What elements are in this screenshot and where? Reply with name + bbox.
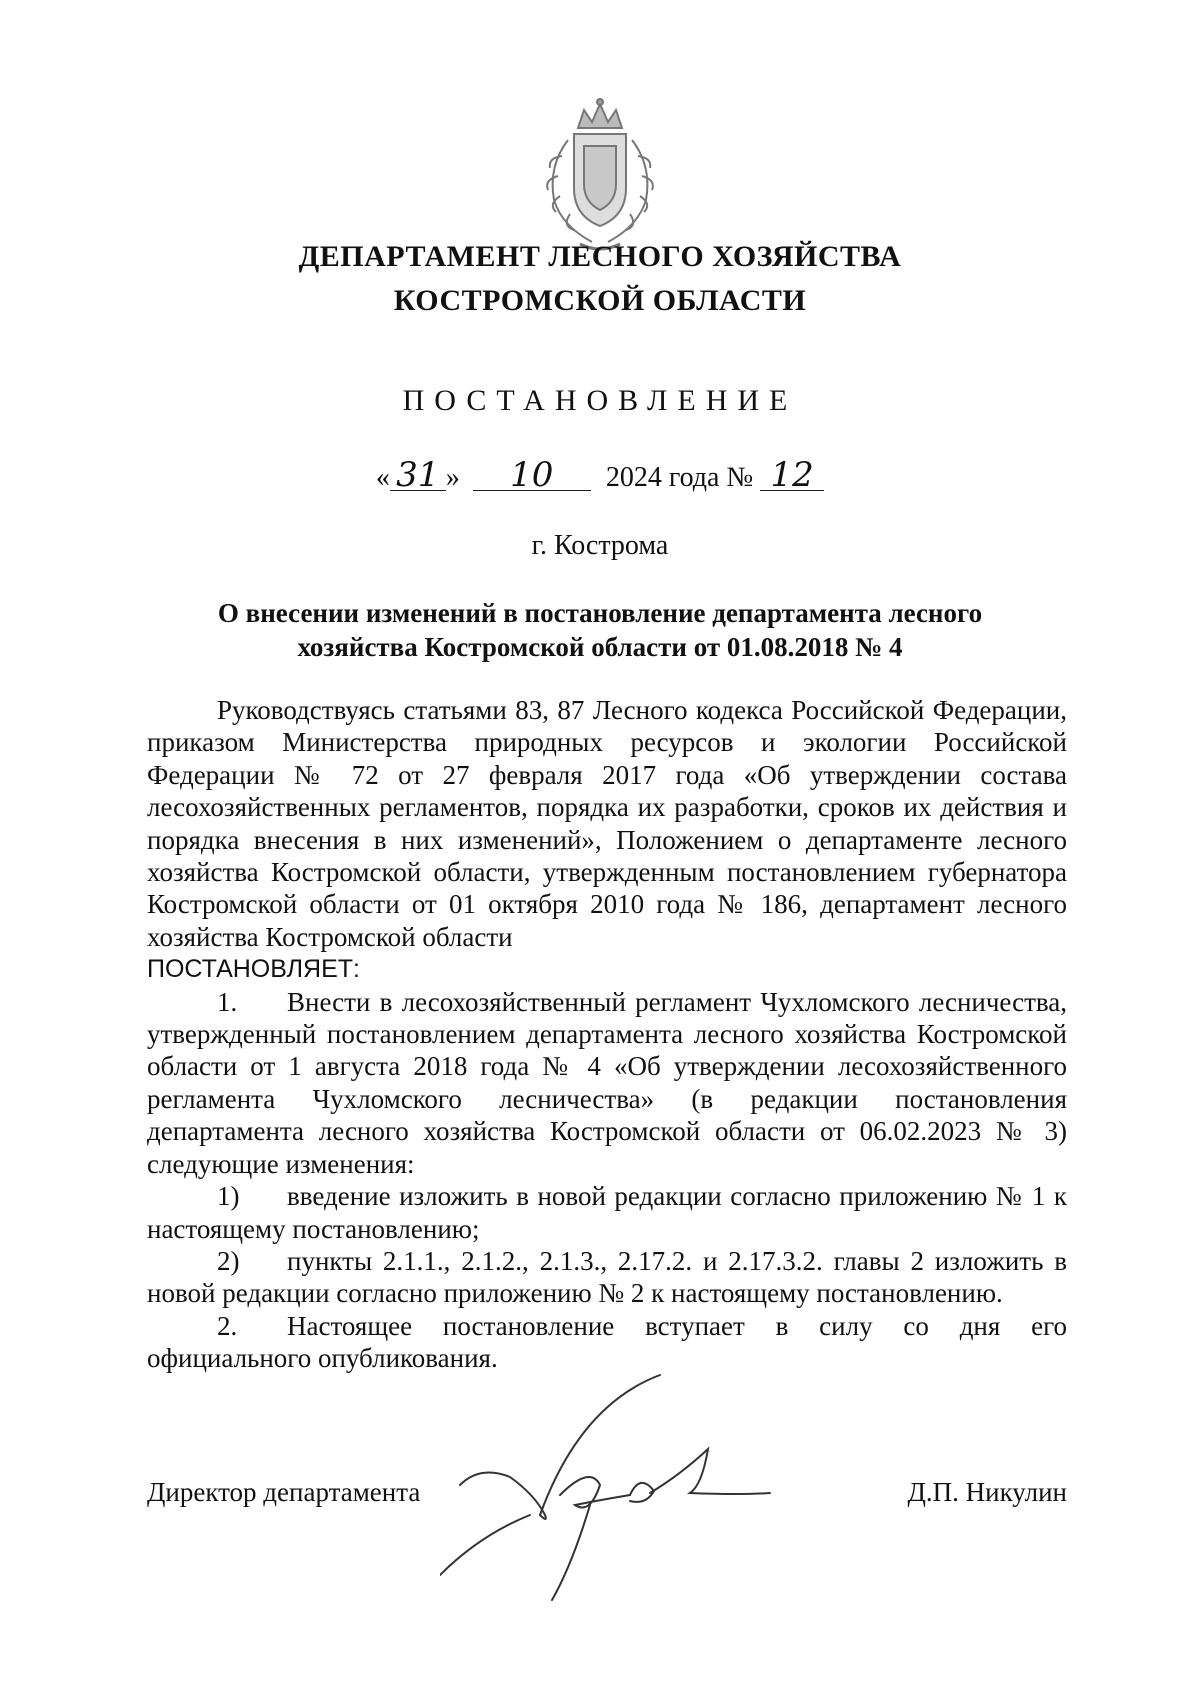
- item-number: 1): [217, 1181, 240, 1212]
- date-year: 2024 года №: [605, 462, 754, 493]
- city: г. Кострома: [531, 530, 669, 561]
- department-title-line2: КОСТРОМСКОЙ ОБЛАСТИ: [393, 284, 807, 317]
- date-day: 31: [390, 460, 446, 491]
- department-title-line1: ДЕПАРТАМЕНТ ЛЕСНОГО ХОЗЯЙСТВА: [298, 240, 902, 273]
- document-type: ПОСТАНОВЛЕНИЕ: [402, 384, 798, 417]
- item-number: 2.: [217, 1310, 238, 1341]
- subject-line1: О внесении изменений в постановление департамента лесного: [217, 598, 983, 628]
- decree-word: ПОСТАНОВЛЯЕТ:: [147, 955, 361, 984]
- list-item: [147, 1180, 1067, 1245]
- signer-position: Директор департамента: [147, 1477, 421, 1507]
- item-text: Настоящее постановление вступает в силу со дня его официального опубликования.: [147, 1310, 1067, 1374]
- date-open-quote: «: [375, 462, 390, 493]
- document-body: [147, 694, 1067, 1375]
- document-number: 12: [760, 460, 824, 491]
- date-close-quote: »: [445, 462, 460, 493]
- subject-line2: хозяйства Костромской области от 01.08.2018 № 4: [297, 632, 903, 662]
- date-line: [0, 455, 1200, 495]
- item-text: пункты 2.1.1., 2.1.2., 2.1.3., 2.17.2. и 2.17.3.2. главы 2 изложить в новой редакции согласно приложению № 2 к настоящему постановлению.: [147, 1245, 1067, 1309]
- subject-heading: [0, 596, 1200, 664]
- item-number: 1.: [217, 986, 238, 1017]
- item-text: Внести в лесохозяйственный регламент Чухломского лесничества, утвержденный постановлением департамента лесного хозяйства Костромской области от 1 августа 2018 года № 4 «Об утверждении лесохозяйственного регламента Чухломского лесничества» (в редакции постановления департамента лесного хозяйства Костромской области от 06.02.2023 № 3) следующие изменения:: [147, 986, 1067, 1179]
- preamble-paragraph: Руководствуясь статьями 83, 87 Лесного кодекса Российской Федерации, приказом Министерства природных ресурсов и экологии Российской Федерации № 72 от 27 февраля 2017 года «Об утверждении состава лесохозяйственных регламентов, порядка их разработки, сроков их действия и порядка внесения в них изменений», Положением о департаменте лесного хозяйства Костромской области, утвержденным постановлением губернатора Костромской области от 01 октября 2010 года № 186, департамент лесного хозяйства Костромской области: [147, 695, 1067, 952]
- date-month: 10: [473, 460, 591, 491]
- signature-row: [147, 1477, 1067, 1517]
- item-text: введение изложить в новой редакции согласно приложению № 1 к настоящему постановлению;: [147, 1181, 1067, 1244]
- list-item: [147, 986, 1067, 1180]
- coat-of-arms-icon: [518, 96, 682, 260]
- list-item: [147, 1245, 1067, 1310]
- item-number: 2): [217, 1245, 240, 1276]
- signer-name: Д.П. Никулин: [907, 1477, 1067, 1507]
